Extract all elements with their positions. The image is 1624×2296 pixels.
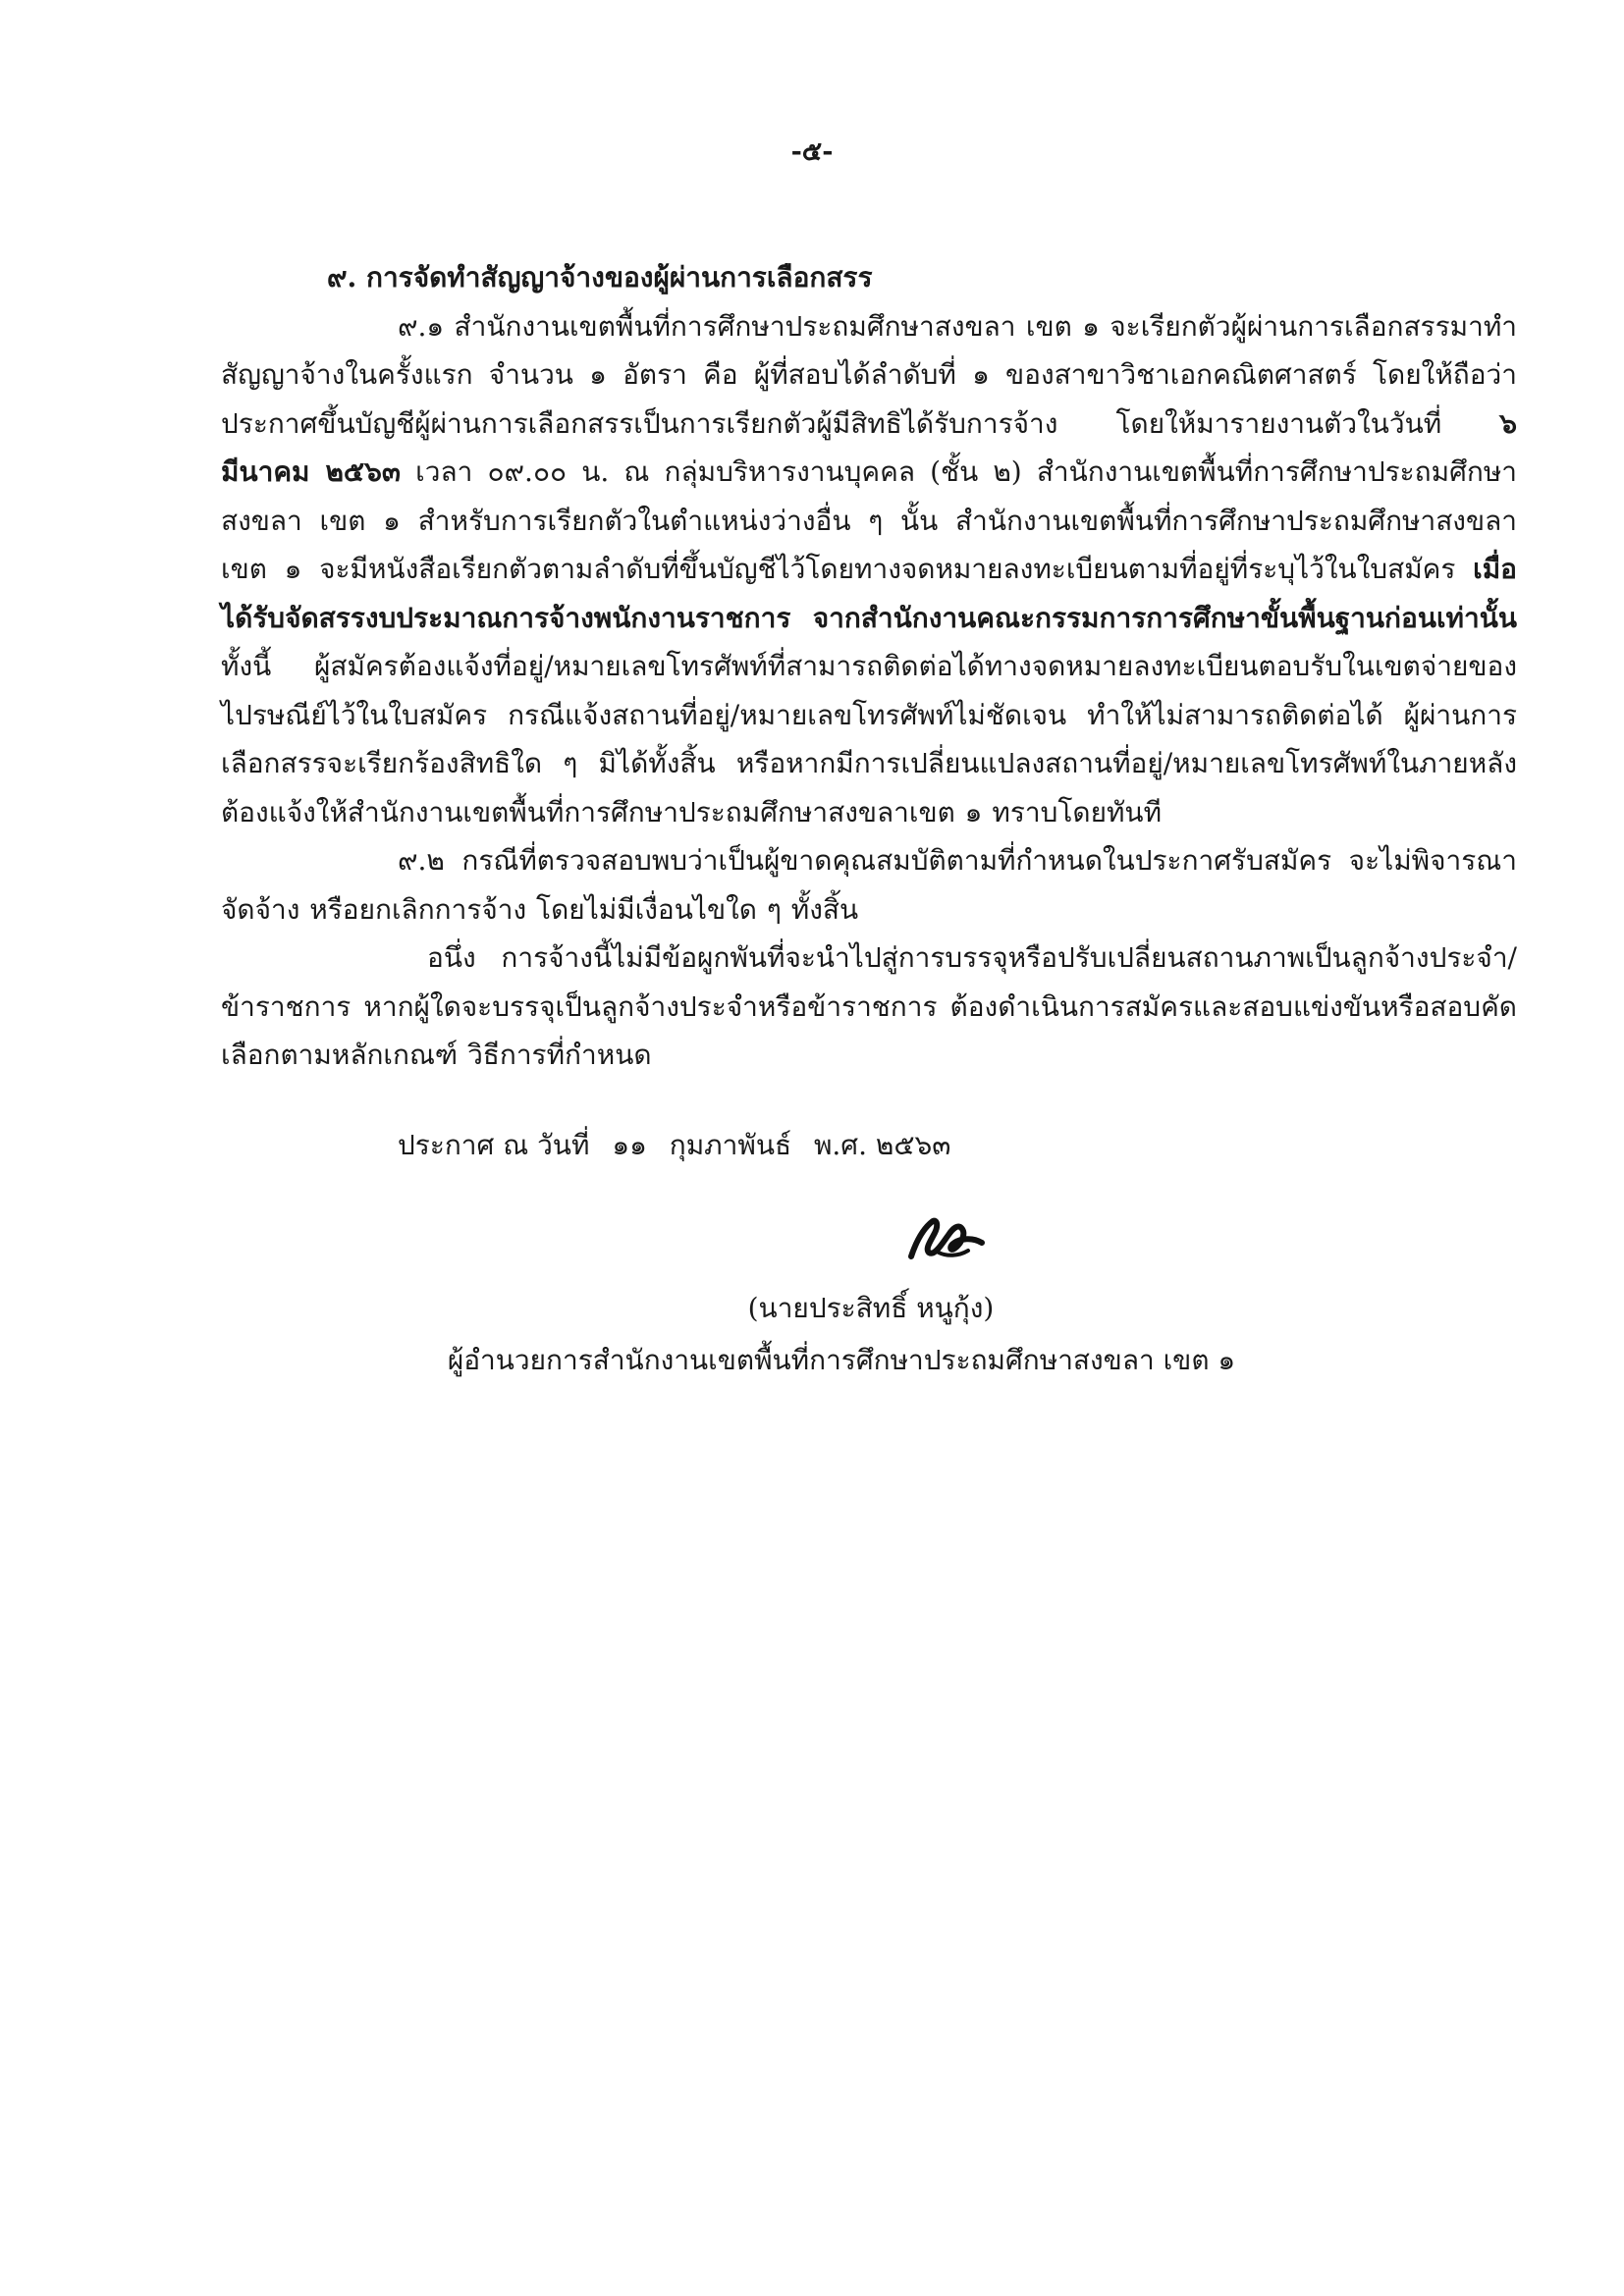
budget-condition: เมื่อได้รับจัดสรรงบประมาณการจ้างพนักงานราชการ จากสำนักงานคณะกรรมการการศึกษาขั้นพื้นฐานก่อนเท่านั้น [221, 553, 1517, 634]
announcement-day: ๑๑ [612, 1129, 647, 1161]
signer-title: ผู้อำนวยการสำนักงานเขตพื้นที่การศึกษาประถมศึกษาสงขลา เขต ๑ [447, 1344, 1236, 1376]
document-body [221, 253, 1517, 1080]
announcement-label: ประกาศ ณ วันที่ [398, 1129, 590, 1161]
announcement-month: กุมภาพันธ์ [669, 1129, 792, 1161]
paragraph-9-1-text-a: ๙.๑ สำนักงานเขตพื้นที่การศึกษาประถมศึกษาสงขลา เขต ๑ จะเรียกตัวผู้ผ่านการเลือกสรรมาทำสัญญาจ้างในครั้งแรก จำนวน ๑ อัตรา คือ ผู้ที่สอบได้ลำดับที่ ๑ ของสาขาวิชาเอกคณิตศาสตร์ โดยให้ถือว่าประกาศขึ้นบัญชีผู้ผ่านการเลือกสรรเป็นการเรียกตัวผู้มีสิทธิได้รับการจ้าง โดยให้มารายงานตัวในวันที่ [221, 309, 1517, 440]
signature-icon [903, 1209, 992, 1268]
announcement-date [398, 1121, 964, 1170]
paragraph-9-1-text-b: เวลา ๐๙.๐๐ น. ณ กลุ่มบริหารงานบุคคล (ชั้น ๒) สำนักงานเขตพื้นที่การศึกษาประถมศึกษาสงขลา เขต ๑ สำหรับการเรียกตัวในตำแหน่งว่างอื่น ๆ นั้น สำนักงานเขตพื้นที่การศึกษาประถมศึกษาสงขลา เขต ๑ จะมีหนังสือเรียกตัวตามลำดับที่ขึ้นบัญชีไว้โดยทางจดหมายลงทะเบียนตามที่อยู่ที่ระบุไว้ในใบสมัคร [221, 455, 1517, 585]
paragraph-9-1 [221, 302, 1517, 837]
section-heading: ๙. การจัดทำสัญญาจ้างของผู้ผ่านการเลือกสรร [327, 261, 873, 294]
signer-name: (นายประสิทธิ์ หนูกุ้ง) [747, 1292, 995, 1324]
paragraph-9-1-text-c: ทั้งนี้ ผู้สมัครต้องแจ้งที่อยู่/หมายเลขโทรศัพท์ที่สามารถติดต่อได้ทางจดหมายลงทะเบียนตอบรับในเขตจ่ายของไปรษณีย์ไว้ในใบสมัคร กรณีแจ้งสถานที่อยู่/หมายเลขโทรศัพท์ไม่ชัดเจน ทำให้ไม่สามารถติดต่อได้ ผู้ผ่านการเลือกสรรจะเรียกร้องสิทธิใด ๆ มิได้ทั้งสิ้น หรือหากมีการเปลี่ยนแปลงสถานที่อยู่/หมายเลขโทรศัพท์ในภายหลัง ต้องแจ้งให้สำนักงานเขตพื้นที่การศึกษาประถมศึกษาสงขลาเขต ๑ ทราบโดยทันที [221, 650, 1517, 828]
page-number: -๕- [790, 136, 834, 167]
paragraph-9-2: ๙.๒ กรณีที่ตรวจสอบพบว่าเป็นผู้ขาดคุณสมบัติตามที่กำหนดในประกาศรับสมัคร จะไม่พิจารณาจัดจ้าง หรือยกเลิกการจ้าง โดยไม่มีเงื่อนไขใด ๆ ทั้งสิ้น [221, 844, 1517, 926]
paragraph-note: อนึ่ง การจ้างนี้ไม่มีข้อผูกพันที่จะนำไปสู่การบรรจุหรือปรับเปลี่ยนสถานภาพเป็นลูกจ้างประจำ/ข้าราชการ หากผู้ใดจะบรรจุเป็นลูกจ้างประจำหรือข้าราชการ ต้องดำเนินการสมัครและสอบแข่งขันหรือสอบคัดเลือกตามหลักเกณฑ์ วิธีการที่กำหนด [221, 941, 1517, 1071]
report-date: ๖ มีนาคม ๒๕๖๓ [221, 406, 1517, 488]
announcement-year: พ.ศ. ๒๕๖๓ [813, 1129, 951, 1161]
